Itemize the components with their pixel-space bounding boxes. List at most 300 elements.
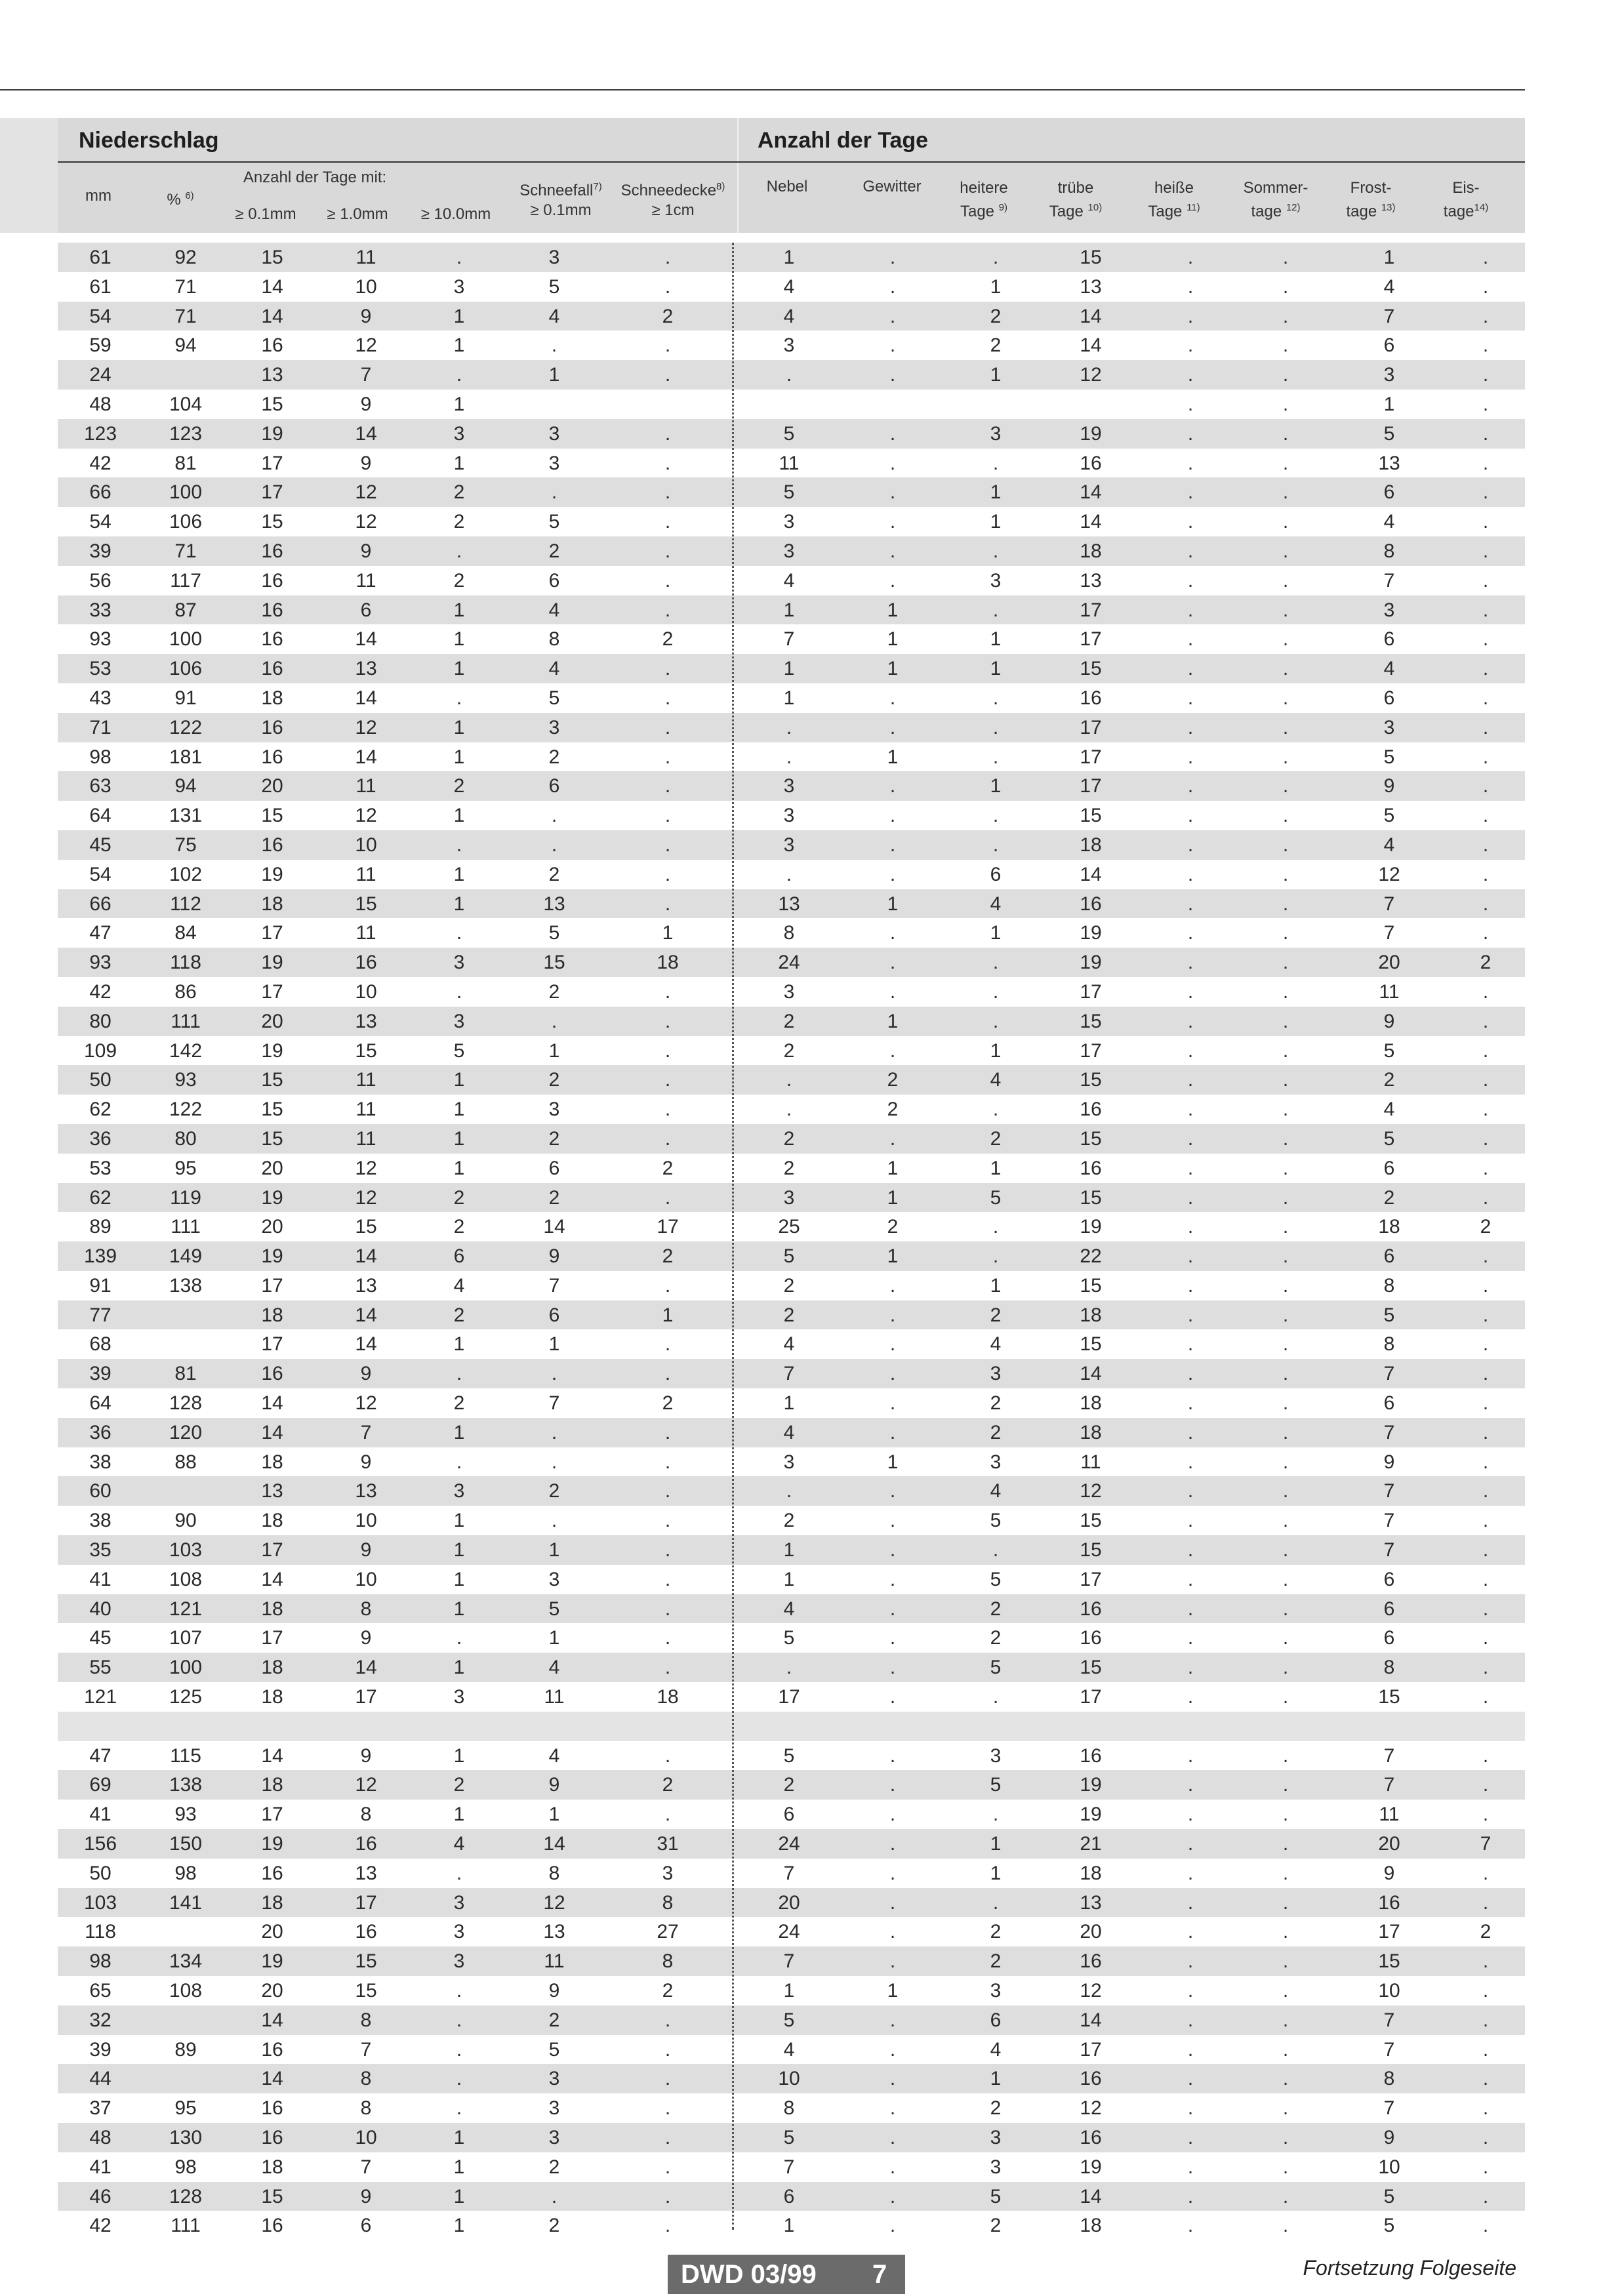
cell-sommer: . xyxy=(1282,1304,1289,1326)
cell-frost: 4 xyxy=(1383,658,1395,680)
cell-truebe: 15 xyxy=(1080,1186,1102,1209)
cell-heisse: . xyxy=(1187,1451,1194,1473)
cell-schneedecke: . xyxy=(664,1127,671,1150)
cell-pct: 88 xyxy=(174,1451,197,1473)
cell-frost: 6 xyxy=(1383,1157,1395,1179)
cell-ge01: 16 xyxy=(261,540,283,562)
cell-nebel: 5 xyxy=(783,2009,795,2031)
cell-frost: 3 xyxy=(1383,364,1395,386)
cell-sommer: . xyxy=(1282,540,1289,562)
table-row xyxy=(58,1241,1525,1271)
cell-frost: 6 xyxy=(1383,628,1395,651)
cell-heitere: 1 xyxy=(990,364,1002,386)
cell-eis: . xyxy=(1482,305,1489,327)
cell-ge01: 14 xyxy=(261,1421,283,1443)
cell-ge100: 1 xyxy=(453,893,465,915)
cell-nebel: 4 xyxy=(783,275,795,298)
cell-pct: 108 xyxy=(169,1980,203,2002)
cell-pct: 122 xyxy=(169,716,203,738)
cell-gewitter: . xyxy=(889,1539,896,1561)
cell-heisse: . xyxy=(1187,1304,1194,1326)
cell-nebel: 5 xyxy=(783,481,795,504)
cell-truebe: 22 xyxy=(1080,1245,1102,1268)
cell-gewitter: . xyxy=(889,1568,896,1590)
cell-frost: 7 xyxy=(1383,1774,1395,1796)
cell-ge100: 1 xyxy=(453,305,465,327)
cell-pct: 111 xyxy=(171,1216,201,1238)
table-row xyxy=(58,683,1525,713)
cell-ge100: 3 xyxy=(453,1921,465,1943)
cell-mm: 56 xyxy=(89,569,112,592)
cell-ge01: 13 xyxy=(261,364,283,386)
cell-pct: 100 xyxy=(169,628,203,651)
cell-sommer: . xyxy=(1282,1333,1289,1356)
cell-ge100: . xyxy=(456,2068,462,2090)
cell-heitere: 3 xyxy=(990,569,1002,592)
cell-schneedecke: . xyxy=(664,247,671,268)
cell-gewitter: 1 xyxy=(887,1186,899,1209)
cell-heisse: . xyxy=(1187,393,1194,415)
cell-ge10: 12 xyxy=(355,334,377,357)
cell-pct: 95 xyxy=(174,1157,197,1179)
cell-pct: 134 xyxy=(169,1950,203,1973)
cell-schneefall: . xyxy=(551,2185,558,2207)
cell-ge100: . xyxy=(456,2097,462,2120)
cell-mm: 80 xyxy=(89,1010,112,1032)
cell-pct: 141 xyxy=(169,1891,203,1914)
cell-ge10: 11 xyxy=(355,922,376,944)
cell-truebe: 18 xyxy=(1080,1304,1102,1326)
cell-heitere: 3 xyxy=(990,2127,1002,2148)
cell-heisse: . xyxy=(1187,422,1194,445)
cell-nebel: 5 xyxy=(783,1744,795,1767)
cell-gewitter: 1 xyxy=(887,1157,899,1179)
cell-truebe: 19 xyxy=(1080,422,1102,445)
page-number: 7 xyxy=(872,2260,887,2289)
cell-mm: 53 xyxy=(89,1157,112,1179)
table-row xyxy=(58,595,1525,625)
cell-ge01: 14 xyxy=(261,2068,283,2090)
cell-mm: 41 xyxy=(89,1568,112,1590)
cell-truebe: 12 xyxy=(1080,1980,1102,2002)
cell-schneefall: 6 xyxy=(548,775,560,797)
cell-schneefall: . xyxy=(551,481,558,504)
cell-ge01: 19 xyxy=(261,1833,283,1855)
cell-ge100: . xyxy=(456,1451,462,1473)
cell-mm: 41 xyxy=(89,2156,112,2178)
cell-ge100: 2 xyxy=(453,1304,465,1326)
cell-nebel: 1 xyxy=(783,687,795,709)
cell-schneedecke: 3 xyxy=(662,1862,674,1884)
cell-heisse: . xyxy=(1187,1421,1194,1443)
cell-mm: 65 xyxy=(89,1980,112,2002)
cell-ge100: . xyxy=(456,2009,462,2031)
cell-mm: 50 xyxy=(89,1069,112,1091)
cell-sommer: . xyxy=(1282,1363,1289,1385)
cell-truebe: 16 xyxy=(1080,2127,1102,2148)
cell-ge10: 11 xyxy=(355,863,376,885)
cell-schneefall: 2 xyxy=(548,1186,560,1209)
cell-frost: 7 xyxy=(1383,2038,1395,2061)
cell-heisse: . xyxy=(1187,893,1194,915)
cell-frost: 5 xyxy=(1383,2185,1395,2207)
cell-heitere: 3 xyxy=(990,2156,1002,2178)
cell-frost: 5 xyxy=(1383,1304,1395,1326)
cell-heisse: . xyxy=(1187,834,1194,856)
cell-sommer: . xyxy=(1282,1774,1289,1796)
cell-eis: . xyxy=(1482,2185,1489,2207)
cell-mm: 36 xyxy=(89,1421,112,1443)
cell-sommer: . xyxy=(1282,481,1289,504)
cell-gewitter: . xyxy=(889,1803,896,1826)
cell-schneedecke: . xyxy=(664,834,671,856)
cell-heitere: 5 xyxy=(990,1186,1002,1209)
cell-frost: 16 xyxy=(1378,1891,1400,1914)
cell-nebel: 6 xyxy=(783,2185,795,2207)
cell-heitere: 2 xyxy=(990,334,1002,357)
cell-eis: . xyxy=(1482,922,1489,944)
cell-gewitter: . xyxy=(889,716,896,738)
cell-truebe: 19 xyxy=(1080,922,1102,944)
cell-schneedecke: . xyxy=(664,452,671,474)
cell-ge10: 11 xyxy=(355,1069,376,1091)
table-row xyxy=(58,1036,1525,1066)
cell-schneedecke: 8 xyxy=(662,1891,674,1914)
cell-heisse: . xyxy=(1187,1510,1194,1532)
cell-heisse: . xyxy=(1187,2185,1194,2207)
cell-pct: 89 xyxy=(174,2038,197,2061)
cell-schneedecke: . xyxy=(664,687,671,709)
cell-mm: 89 xyxy=(89,1216,112,1238)
cell-frost: 9 xyxy=(1383,2127,1395,2148)
cell-nebel: . xyxy=(786,863,792,885)
header-tage-mit: Anzahl der Tage mit: xyxy=(243,169,387,186)
cell-ge01: 18 xyxy=(261,1891,283,1914)
cell-gewitter: 1 xyxy=(887,1451,899,1473)
cell-gewitter: 1 xyxy=(887,1010,899,1032)
cell-schneefall: 2 xyxy=(548,1127,560,1150)
cell-pct: 94 xyxy=(174,775,197,797)
cell-pct: 130 xyxy=(169,2127,203,2148)
cell-pct: 94 xyxy=(174,334,197,357)
cell-truebe: 19 xyxy=(1080,1774,1102,1796)
cell-truebe: 19 xyxy=(1080,1803,1102,1826)
cell-truebe: 15 xyxy=(1080,1539,1102,1561)
table-row xyxy=(58,1946,1525,1976)
cell-frost: 15 xyxy=(1378,1950,1400,1973)
cell-heitere: 3 xyxy=(990,1363,1002,1385)
cell-gewitter: 1 xyxy=(887,893,899,915)
cell-ge01: 18 xyxy=(261,1774,283,1796)
cell-ge10: 7 xyxy=(360,364,372,386)
cell-heisse: . xyxy=(1187,2097,1194,2120)
cell-truebe: 16 xyxy=(1080,1157,1102,1179)
cell-mm: 69 xyxy=(89,1774,112,1796)
cell-ge01: 18 xyxy=(261,1657,283,1679)
cell-heisse: . xyxy=(1187,2038,1194,2061)
cell-gewitter: . xyxy=(889,1421,896,1443)
cell-sommer: . xyxy=(1282,2009,1289,2031)
cell-ge100: 1 xyxy=(453,2127,465,2148)
cell-heitere: 1 xyxy=(990,922,1002,944)
cell-truebe: 13 xyxy=(1080,569,1102,592)
cell-heitere: 2 xyxy=(990,2215,1002,2237)
cell-ge100: 1 xyxy=(453,746,465,768)
cell-heitere: . xyxy=(992,1803,999,1826)
cell-schneedecke: 27 xyxy=(657,1921,679,1943)
cell-ge10: 15 xyxy=(355,1980,377,2002)
table-row xyxy=(58,624,1525,654)
cell-pct: 120 xyxy=(169,1421,203,1443)
cell-gewitter: . xyxy=(889,1627,896,1649)
cell-sommer: . xyxy=(1282,275,1289,298)
cell-schneedecke: 2 xyxy=(662,1157,674,1179)
cell-schneefall: 14 xyxy=(543,1833,565,1855)
cell-ge100: . xyxy=(456,1627,462,1649)
cell-sommer: . xyxy=(1282,599,1289,621)
cell-mm: 98 xyxy=(89,746,112,768)
table-row xyxy=(58,1594,1525,1624)
cell-nebel: 3 xyxy=(783,511,795,533)
cell-sommer: . xyxy=(1282,1421,1289,1443)
cell-frost: 4 xyxy=(1383,834,1395,856)
cell-eis: . xyxy=(1482,1274,1489,1297)
cell-heisse: . xyxy=(1187,1774,1194,1796)
cell-sommer: . xyxy=(1282,775,1289,797)
cell-schneedecke: . xyxy=(664,511,671,533)
cell-nebel: 24 xyxy=(778,1833,800,1855)
cell-sommer: . xyxy=(1282,1245,1289,1268)
table-row xyxy=(58,1565,1525,1594)
cell-schneefall: 1 xyxy=(548,1803,560,1826)
cell-truebe: 17 xyxy=(1080,1686,1102,1708)
cell-ge01: 18 xyxy=(261,893,283,915)
cell-schneefall: 1 xyxy=(548,364,560,386)
cell-heisse: . xyxy=(1187,452,1194,474)
cell-pct: 131 xyxy=(169,805,203,827)
cell-gewitter: . xyxy=(889,2009,896,2031)
cell-nebel: 2 xyxy=(783,1157,795,1179)
cell-heisse: . xyxy=(1187,1098,1194,1121)
cell-truebe: 13 xyxy=(1080,1891,1102,1914)
cell-heitere: 2 xyxy=(990,1304,1002,1326)
cell-ge01: 15 xyxy=(261,2185,283,2207)
cell-frost: 5 xyxy=(1383,2215,1395,2237)
cell-pct: 142 xyxy=(169,1039,203,1062)
cell-frost: 3 xyxy=(1383,716,1395,738)
cell-eis: . xyxy=(1482,893,1489,915)
cell-ge01: 17 xyxy=(261,1803,283,1826)
cell-heisse: . xyxy=(1187,1686,1194,1708)
cell-sommer: . xyxy=(1282,1039,1289,1062)
cell-ge10: 9 xyxy=(360,1744,372,1767)
cell-sommer: . xyxy=(1282,687,1289,709)
cell-sommer: . xyxy=(1282,1392,1289,1415)
cell-mm: 156 xyxy=(83,1833,117,1855)
cell-pct: 91 xyxy=(174,687,197,709)
cell-sommer: . xyxy=(1282,863,1289,885)
cell-nebel: 4 xyxy=(783,1333,795,1356)
cell-eis: . xyxy=(1482,364,1489,386)
cell-frost: 5 xyxy=(1383,805,1395,827)
section-divider xyxy=(732,243,734,2230)
cell-gewitter: 1 xyxy=(887,658,899,680)
cell-schneedecke: . xyxy=(664,658,671,680)
cell-ge100: 3 xyxy=(453,952,465,974)
cell-schneefall: 7 xyxy=(548,1274,560,1297)
cell-ge01: 14 xyxy=(261,1744,283,1767)
cell-pct: 100 xyxy=(169,481,203,504)
header-schneefall: Schneefall$^{7)}$ ≥ 0.1mm xyxy=(519,181,602,219)
cell-ge10: 13 xyxy=(355,1274,377,1297)
cell-eis: . xyxy=(1482,1598,1489,1620)
cell-heisse: . xyxy=(1187,569,1194,592)
cell-ge100: 5 xyxy=(453,1039,465,1062)
cell-gewitter: . xyxy=(889,1744,896,1767)
cell-ge01: 16 xyxy=(261,334,283,357)
cell-truebe: 16 xyxy=(1080,452,1102,474)
cell-eis: . xyxy=(1482,2038,1489,2061)
cell-heisse: . xyxy=(1187,1245,1194,1268)
table-row xyxy=(58,1095,1525,1124)
cell-ge01: 16 xyxy=(261,2127,283,2148)
cell-sommer: . xyxy=(1282,1069,1289,1091)
cell-schneefall: 4 xyxy=(548,1657,560,1679)
cell-heisse: . xyxy=(1187,628,1194,651)
cell-heisse: . xyxy=(1187,1568,1194,1590)
cell-mm: 64 xyxy=(89,805,112,827)
cell-eis: . xyxy=(1482,1627,1489,1649)
cell-mm: 42 xyxy=(89,452,112,474)
table-row xyxy=(58,419,1525,449)
cell-ge01: 14 xyxy=(261,1568,283,1590)
cell-heisse: . xyxy=(1187,247,1194,268)
cell-mm: 45 xyxy=(89,834,112,856)
cell-schneedecke: . xyxy=(664,1098,671,1121)
cell-schneefall: 4 xyxy=(548,599,560,621)
cell-ge10: 9 xyxy=(360,1363,372,1385)
cell-ge100: . xyxy=(456,1363,462,1385)
table-row xyxy=(58,2182,1525,2211)
cell-frost: 7 xyxy=(1383,569,1395,592)
cell-heitere: . xyxy=(992,1686,999,1708)
cell-gewitter: 1 xyxy=(887,1245,899,1268)
cell-heitere: 2 xyxy=(990,1950,1002,1973)
cell-frost: 1 xyxy=(1383,393,1395,415)
cell-ge10: 12 xyxy=(355,1157,377,1179)
table-row xyxy=(58,302,1525,331)
cell-pct: 138 xyxy=(169,1274,203,1297)
cell-ge10: 9 xyxy=(360,1539,372,1561)
cell-schneedecke: . xyxy=(664,2097,671,2120)
cell-ge100: 1 xyxy=(453,1598,465,1620)
cell-schneedecke: . xyxy=(664,1744,671,1767)
table-row xyxy=(58,889,1525,919)
cell-heitere: 5 xyxy=(990,1568,1002,1590)
cell-ge10: 12 xyxy=(355,1392,377,1415)
cell-mm: 39 xyxy=(89,1363,112,1385)
cell-sommer: . xyxy=(1282,980,1289,1003)
cell-mm: 123 xyxy=(83,422,117,445)
header-sommertage: Sommer- tage $^{12)}$ xyxy=(1243,179,1309,220)
cell-ge100: 4 xyxy=(453,1274,465,1297)
cell-ge10: 9 xyxy=(360,452,372,474)
table-gap-row xyxy=(58,1712,1525,1741)
cell-mm: 54 xyxy=(89,863,112,885)
cell-nebel: 25 xyxy=(778,1216,800,1238)
cell-heisse: . xyxy=(1187,1010,1194,1032)
cell-nebel: 4 xyxy=(783,2038,795,2061)
cell-heitere: 3 xyxy=(990,1744,1002,1767)
cell-mm: 42 xyxy=(89,980,112,1003)
table-row xyxy=(58,1623,1525,1653)
cell-ge01: 20 xyxy=(261,1216,283,1238)
cell-truebe: 18 xyxy=(1080,1862,1102,1884)
cell-gewitter: . xyxy=(889,540,896,562)
cell-ge01: 16 xyxy=(261,834,283,856)
cell-ge10: 9 xyxy=(360,305,372,327)
table-row xyxy=(58,1418,1525,1447)
cell-eis: . xyxy=(1482,1421,1489,1443)
table-row xyxy=(58,1917,1525,1946)
cell-truebe: 12 xyxy=(1080,2097,1102,2120)
cell-ge01: 17 xyxy=(261,1627,283,1649)
cell-ge10: 10 xyxy=(355,2127,377,2148)
cell-sommer: . xyxy=(1282,1568,1289,1590)
cell-heisse: . xyxy=(1187,334,1194,357)
cell-schneefall: 5 xyxy=(548,1598,560,1620)
cell-schneefall: 6 xyxy=(548,569,560,592)
cell-schneefall: 13 xyxy=(543,893,565,915)
cell-heisse: . xyxy=(1187,2127,1194,2148)
header-eistage: Eis- tage$^{14)}$ xyxy=(1443,179,1489,220)
cell-schneefall: 1 xyxy=(548,1627,560,1649)
cell-frost: 7 xyxy=(1383,1480,1395,1502)
cell-heisse: . xyxy=(1187,1803,1194,1826)
cell-heitere: 5 xyxy=(990,2185,1002,2207)
cell-schneefall: . xyxy=(551,1010,558,1032)
cell-gewitter: . xyxy=(889,247,896,268)
cell-pct: 181 xyxy=(169,746,203,768)
cell-pct: 108 xyxy=(169,1568,203,1590)
cell-frost: 7 xyxy=(1383,1539,1395,1561)
cell-gewitter: . xyxy=(889,952,896,974)
cell-ge01: 17 xyxy=(261,1539,283,1561)
cell-ge100: 1 xyxy=(453,658,465,680)
cell-ge100: 1 xyxy=(453,1069,465,1091)
cell-mm: 37 xyxy=(89,2097,112,2120)
cell-ge01: 19 xyxy=(261,1950,283,1973)
cell-truebe: 16 xyxy=(1080,1950,1102,1973)
cell-ge100: 1 xyxy=(453,393,465,415)
cell-frost: 7 xyxy=(1383,893,1395,915)
cell-schneedecke: . xyxy=(664,775,671,797)
table-row xyxy=(58,713,1525,742)
cell-ge100: 2 xyxy=(453,1392,465,1415)
cell-mm: 50 xyxy=(89,1862,112,1884)
cell-ge01: 19 xyxy=(261,1039,283,1062)
cell-schneedecke: 1 xyxy=(662,922,674,944)
header-divider xyxy=(737,118,739,233)
cell-sommer: . xyxy=(1282,1862,1289,1884)
cell-heisse: . xyxy=(1187,364,1194,386)
cell-heitere: 1 xyxy=(990,1274,1002,1297)
cell-sommer: . xyxy=(1282,716,1289,738)
cell-gewitter: . xyxy=(889,1598,896,1620)
cell-ge100: 1 xyxy=(453,716,465,738)
cell-truebe: 19 xyxy=(1080,1216,1102,1238)
cell-ge01: 15 xyxy=(261,511,283,533)
